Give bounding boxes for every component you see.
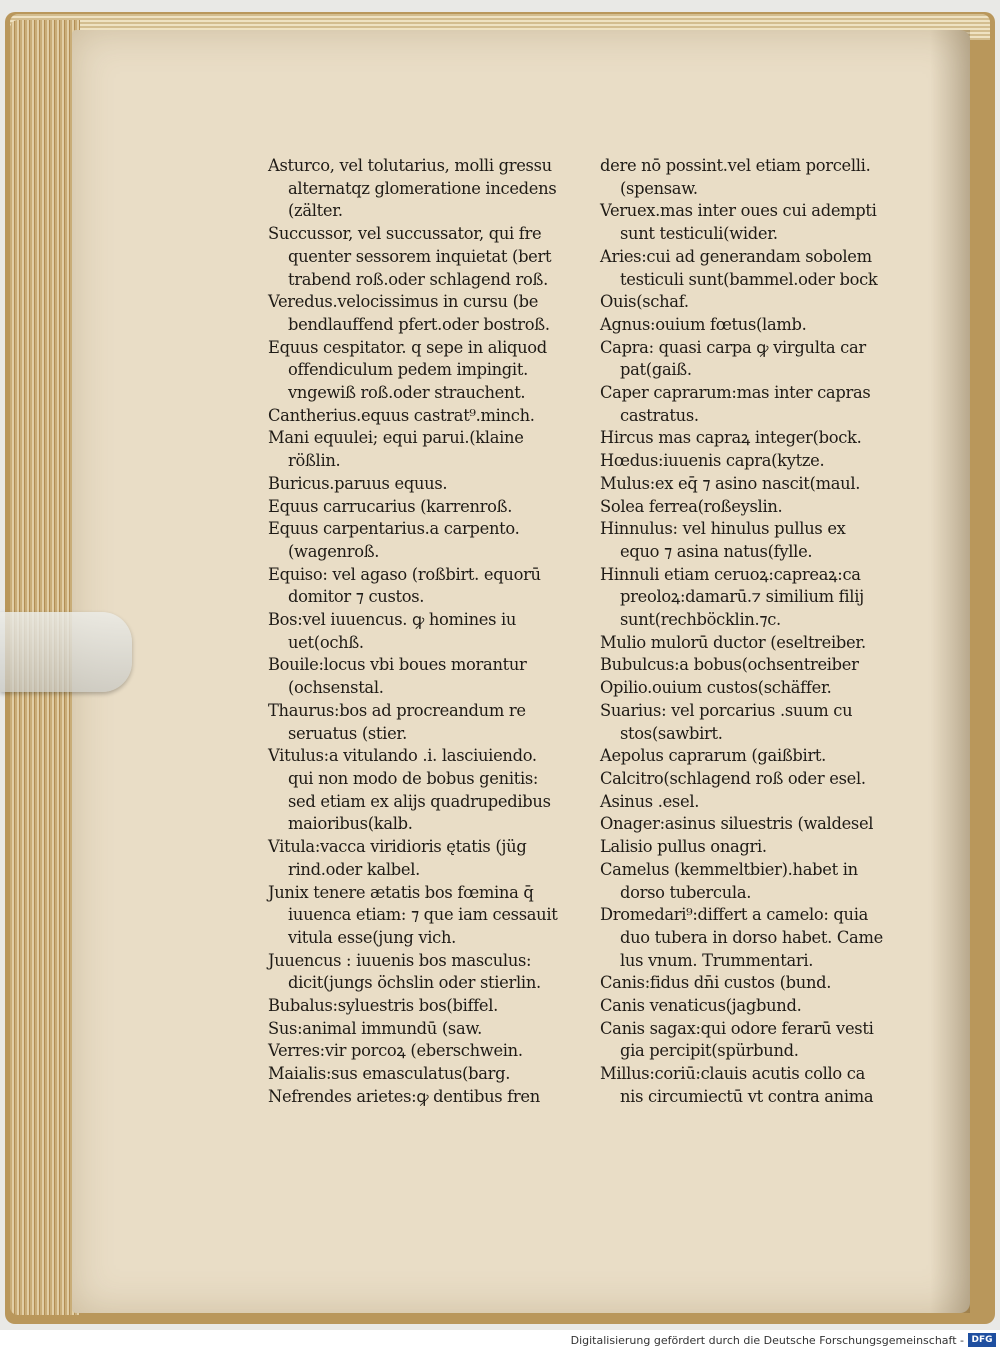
text-line: Bubulcus:a bobus(ochsentreiber <box>600 655 859 675</box>
text-line: Veredus.velocissimus in cursu (be <box>268 292 539 312</box>
text-line: gia percipit(spürbund. <box>620 1041 799 1061</box>
text-line: domitor ⁊ custos. <box>288 587 425 607</box>
text-line: Dromedari⁹:differt a camelo: quia <box>600 905 869 925</box>
text-line: dere nō possint.vel etiam porcelli. <box>600 156 871 175</box>
text-line: vngewiß roß.oder strauchent. <box>288 383 526 403</box>
dfg-logo: DFG <box>968 1333 996 1347</box>
text-line: maioribus(kalb. <box>288 814 413 834</box>
text-line: Vitula:vacca viridioris ętatis (jüg <box>268 837 527 857</box>
text-line: (zälter. <box>288 201 343 221</box>
text-line: alternatqz glomeratione incedens <box>288 178 557 198</box>
text-line: Bouile:locus vbi boues morantur <box>268 655 527 675</box>
text-line: quenter sessorem inquietat (bert <box>288 246 552 266</box>
text-line: Vitulus:a vitulando .i. lasciuiendo. <box>268 746 537 766</box>
text-line: Equiso: vel agaso (roßbirt. equorū <box>268 564 541 584</box>
text-line: rind.oder kalbel. <box>288 859 421 879</box>
text-line: lus vnum. Trummentari. <box>620 950 814 970</box>
funding-credit: Digitalisierung gefördert durch die Deutsche Forschungsgemeinschaft - <box>570 1334 964 1347</box>
text-line: (wagenroß. <box>288 541 380 561</box>
text-line: bendlauffend pfert.oder bostroß. <box>288 314 550 334</box>
text-line: Thaurus:bos ad procreandum re <box>268 700 526 720</box>
text-line: Equus carrucarius (karrenroß. <box>268 496 513 516</box>
text-line: Mulio mulorū ductor (eseltreiber. <box>600 632 866 652</box>
text-line: Lalisio pullus onagri. <box>600 837 767 857</box>
text-line: castratus. <box>620 405 699 425</box>
text-line: Maialis:sus emasculatus(barg. <box>268 1064 511 1084</box>
text-line: Nefrendes arietes:ꝙ dentibus fren <box>268 1086 540 1106</box>
text-line: Succussor, vel succussator, qui fre <box>268 224 542 244</box>
text-line: Hinnulus: vel hinulus pullus ex <box>600 519 846 539</box>
right-text-column <box>600 155 940 1109</box>
text-line: Aries:cui ad generandam sobolem <box>600 246 872 266</box>
text-line: offendiculum pedem impingit. <box>288 360 528 380</box>
text-line: Calcitro(schlagend roß oder esel. <box>600 768 866 788</box>
text-line: Equus carpentarius.a carpento. <box>268 519 520 539</box>
text-line: Asturco, vel tolutarius, molli gressu <box>268 156 552 175</box>
text-line: iuuenca etiam: ⁊ que iam cessauit <box>288 905 558 925</box>
plastic-page-clip <box>0 612 132 692</box>
text-line: nis circumiectū vt contra anima <box>620 1086 874 1106</box>
text-line: Asinus .esel. <box>600 791 700 811</box>
text-line: Veruex.mas inter oues cui adempti <box>600 201 877 221</box>
text-line: Suarius: vel porcarius .suum cu <box>600 700 853 720</box>
text-line: Opilio.ouium custos(schäffer. <box>600 678 832 698</box>
text-line: rößlin. <box>288 451 341 471</box>
text-line: Junix tenere ætatis bos fœmina q̄ <box>268 882 534 902</box>
text-line: qui non modo de bobus genitis: <box>288 768 539 788</box>
text-line: uet(ochß. <box>288 632 364 652</box>
text-line: dicit(jungs öchslin oder stierlin. <box>288 973 541 993</box>
text-line: trabend roß.oder schlagend roß. <box>288 269 548 289</box>
text-line: duo tubera in dorso habet. Came <box>620 927 883 947</box>
text-line: dorso tubercula. <box>620 882 752 902</box>
text-line: Canis:fidus dn̄i custos (bund. <box>600 973 832 993</box>
text-line: Hircus mas capraꝝ integer(bock. <box>600 428 862 448</box>
text-line: seruatus (stier. <box>288 723 407 743</box>
text-line: Buricus.paruus equus. <box>268 473 448 493</box>
text-line: Solea ferrea(roßeyslin. <box>600 496 783 516</box>
text-line: Hinnuli etiam ceruoꝝ:capreaꝝ:ca <box>600 564 861 584</box>
text-line: Verres:vir porcoꝝ (eberschwein. <box>268 1041 523 1061</box>
text-line: sed etiam ex alijs quadrupedibus <box>288 791 551 811</box>
text-line: Millus:coriū:clauis acutis collo ca <box>600 1064 865 1084</box>
text-line: (spensaw. <box>620 178 698 198</box>
text-line: Bos:vel iuuencus. ꝙ homines iu <box>268 610 517 630</box>
text-line: vitula esse(jung vich. <box>288 927 457 947</box>
text-line: equo ⁊ asina natus(fylle. <box>620 541 813 561</box>
text-line: Canis sagax:qui odore ferarū vesti <box>600 1018 874 1038</box>
left-text-column <box>268 155 603 1109</box>
text-line: (ochsenstal. <box>288 678 384 698</box>
text-line: stos(sawbirt. <box>620 723 723 743</box>
text-line: preoloꝝ:damarū.⁊ similium filij <box>620 587 864 607</box>
text-line: Onager:asinus siluestris (waldesel <box>600 814 874 834</box>
text-line: Bubalus:syluestris bos(biffel. <box>268 996 499 1016</box>
text-line: Ouis(schaf. <box>600 292 689 312</box>
text-line: Equus cespitator. q sepe in aliquod <box>268 337 547 357</box>
text-line: Mani equulei; equi parui.(klaine <box>268 428 524 448</box>
text-line: Aepolus caprarum (gaißbirt. <box>600 746 827 766</box>
text-line: Camelus (kemmeltbier).habet in <box>600 859 858 879</box>
text-line: sunt testiculi(wider. <box>620 224 778 244</box>
text-line: Cantherius.equus castrat⁹.minch. <box>268 405 535 425</box>
text-line: Canis venaticus(jagbund. <box>600 996 802 1016</box>
text-line: pat(gaiß. <box>620 360 692 380</box>
text-line: sunt(rechböcklin.⁊c. <box>620 610 781 630</box>
text-line: testiculi sunt(bammel.oder bock <box>620 269 878 289</box>
text-line: Caper caprarum:mas inter capras <box>600 383 871 403</box>
text-line: Agnus:ouium fœtus(lamb. <box>600 314 807 334</box>
text-line: Sus:animal immundū (saw. <box>268 1018 482 1038</box>
text-line: Capra: quasi carpa ꝙ virgulta car <box>600 337 866 357</box>
text-line: Mulus:ex eq̄ ⁊ asino nascit(maul. <box>600 473 861 493</box>
text-line: Hœdus:iuuenis capra(kytze. <box>600 451 825 471</box>
text-line: Juuencus : iuuenis bos masculus: <box>268 950 532 970</box>
